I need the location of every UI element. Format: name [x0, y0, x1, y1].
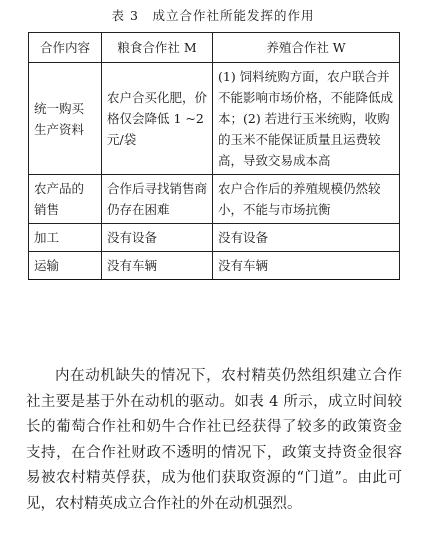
row-livestock-cell: 没有车辆 — [213, 252, 400, 280]
row-grain-cell: 没有设备 — [102, 224, 213, 252]
row-content-cell: 运输 — [29, 252, 102, 280]
row-content-cell: 统一购买生产资料 — [29, 63, 102, 175]
row-livestock-cell: (1) 饲料统购方面，农户联合并不能影响市场价格，不能降低成本；(2) 若进行玉米统购，收购的玉米不能保证质量且运费较高，导致交易成本高 — [213, 63, 400, 175]
table-caption: 表 3 成立合作社所能发挥的作用 — [111, 8, 315, 23]
table-row — [29, 252, 400, 280]
row-grain-cell: 合作后寻找销售商仍存在困难 — [102, 175, 213, 224]
table-row — [29, 175, 400, 224]
body-paragraph: 内在动机缺失的情况下，农村精英仍然组织建立合作社主要是基于外在动机的驱动。如表 4 所示，成立时间较长的葡萄合作社和奶牛合作社已经获得了较多的政策资金支持，在合作社财政不透明的情况下，政策支持资金很容易被农村精英俘获，成为他们获取资源的“门道”。由此可见，农村精英成立合作社的外在动机强烈。 — [26, 368, 402, 512]
row-grain-cell: 农户合买化肥，价格仅会降低 1 ~2 元/袋 — [102, 63, 213, 175]
row-content-cell: 农产品的销售 — [29, 175, 102, 224]
row-content-cell: 加工 — [29, 224, 102, 252]
cooperative-roles-table — [28, 32, 400, 280]
table-row — [29, 63, 400, 175]
header-livestock-coop: 养殖合作社 W — [213, 33, 400, 63]
row-grain-cell: 没有车辆 — [102, 252, 213, 280]
row-livestock-cell: 农户合作后的养殖规模仍然较小，不能与市场抗衡 — [213, 175, 400, 224]
header-content: 合作内容 — [29, 33, 102, 63]
table-row — [29, 224, 400, 252]
table-header-row — [29, 33, 400, 63]
header-grain-coop: 粮食合作社 M — [102, 33, 213, 63]
row-livestock-cell: 没有设备 — [213, 224, 400, 252]
